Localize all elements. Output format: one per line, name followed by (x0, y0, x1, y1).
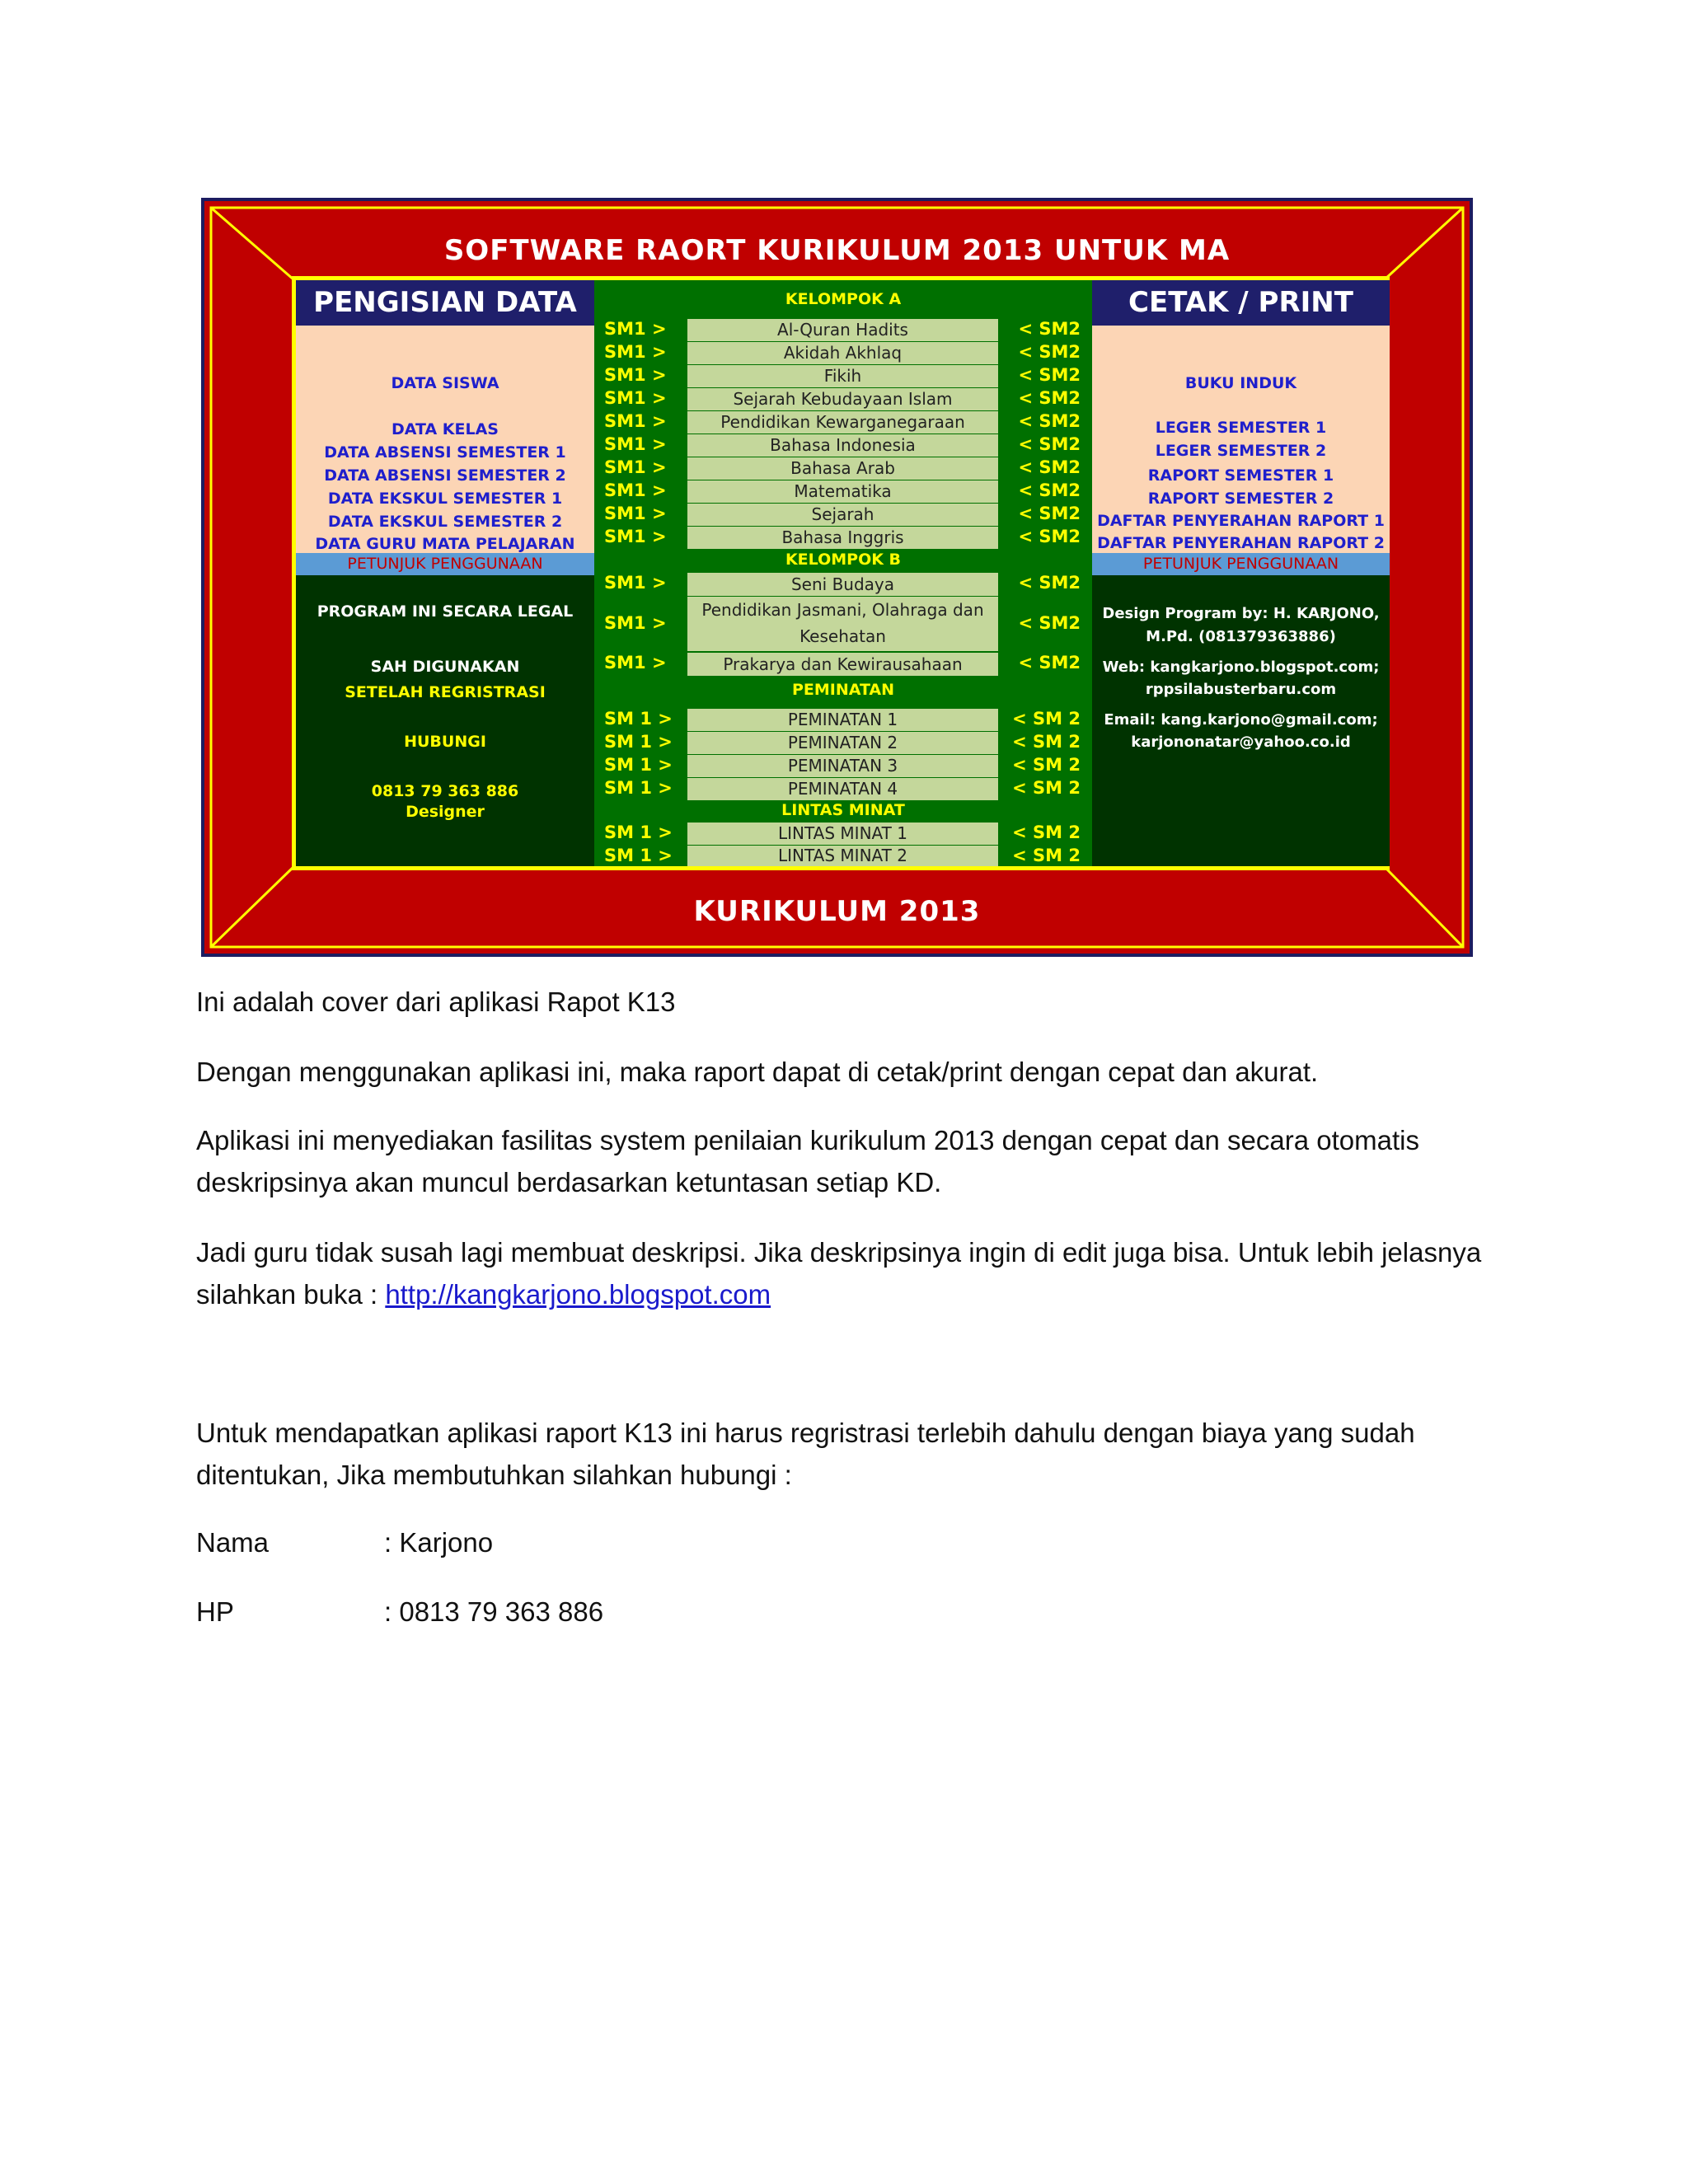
subject-label: Matematika (687, 480, 998, 503)
sm1-link[interactable]: SM1 > (604, 342, 667, 362)
sm1-link[interactable]: SM1 > (604, 434, 667, 454)
subject-row (594, 755, 1092, 777)
contact-name-row (196, 1527, 494, 1558)
petunjuk-left[interactable]: PETUNJUK PENGGUNAAN (296, 553, 594, 575)
subject-label: Bahasa Arab (687, 457, 998, 480)
contact-hp-row (196, 1596, 604, 1628)
sm2-link[interactable]: < SM2 (1018, 653, 1081, 673)
paragraph-4-text: Jadi guru tidak susah lagi membuat deskripsi. Jika deskripsinya ingin di edit juga bisa. Untuk lebih jelasnya silahkan buka : (196, 1237, 1482, 1310)
sm1-link[interactable]: SM1 > (604, 457, 667, 477)
subject-label: PEMINATAN 1 (687, 709, 998, 731)
sm2-link[interactable]: < SM 2 (1012, 732, 1081, 752)
paragraph-2: Dengan menggunakan aplikasi ini, maka raport dapat di cetak/print dengan cepat dan akurat. (196, 1057, 1319, 1087)
main-panel (292, 276, 1390, 870)
sm2-link[interactable]: < SM2 (1018, 365, 1081, 385)
subject-row (594, 573, 1092, 596)
sm1-link[interactable]: SM 1 > (604, 823, 673, 842)
sm1-link[interactable]: SM1 > (604, 388, 667, 408)
sm1-link[interactable]: SM 1 > (604, 709, 673, 729)
info-email-1: Email: kang.karjono@gmail.com; (1104, 711, 1378, 729)
subject-label: PEMINATAN 4 (687, 778, 998, 800)
subject-label: Bahasa Indonesia (687, 434, 998, 457)
note-legal: PROGRAM INI SECARA LEGAL (316, 602, 574, 621)
blog-link[interactable]: http://kangkarjono.blogspot.com (385, 1279, 771, 1310)
sm1-link[interactable]: SM1 > (604, 480, 667, 500)
subject-row (594, 504, 1092, 526)
menu-absensi-1[interactable]: DATA ABSENSI SEMESTER 1 (324, 443, 566, 462)
menu-raport-1[interactable]: RAPORT SEMESTER 1 (1147, 466, 1334, 485)
note-hubungi: HUBUNGI (404, 733, 486, 751)
info-design-2: M.Pd. (081379363886) (1146, 628, 1336, 645)
sm1-link[interactable]: SM1 > (604, 527, 667, 546)
subject-row (594, 319, 1092, 341)
sm2-link[interactable]: < SM2 (1018, 504, 1081, 523)
paragraph-4 (196, 1231, 1482, 1315)
menu-leger-2[interactable]: LEGER SEMESTER 2 (1155, 442, 1327, 460)
designer-info (1092, 575, 1390, 866)
paragraph-1: Ini adalah cover dari aplikasi Rapot K13 (196, 987, 676, 1017)
sm1-link[interactable]: SM1 > (604, 573, 667, 593)
subject-label: Seni Budaya (687, 573, 998, 596)
menu-absensi-2[interactable]: DATA ABSENSI SEMESTER 2 (324, 466, 566, 485)
menu-raport-2[interactable]: RAPORT SEMESTER 2 (1147, 490, 1334, 508)
sm1-link[interactable]: SM 1 > (604, 778, 673, 798)
subject-row (594, 342, 1092, 364)
subject-label: Sejarah (687, 504, 998, 526)
subject-row (594, 653, 1092, 676)
sm2-link[interactable]: < SM2 (1018, 434, 1081, 454)
menu-ekskul-1[interactable]: DATA EKSKUL SEMESTER 1 (327, 490, 563, 508)
sm2-link[interactable]: < SM2 (1018, 411, 1081, 431)
sm1-link[interactable]: SM1 > (604, 613, 667, 633)
subject-label: Bahasa Inggris (687, 527, 998, 549)
subject-label: Fikih (687, 365, 998, 387)
note-setelah: SETELAH REGRISTRASI (345, 683, 546, 701)
subject-row (594, 365, 1092, 387)
note-designer: Designer (406, 803, 485, 821)
section-lintas-minat: LINTAS MINAT (781, 801, 905, 819)
menu-data-siswa[interactable]: DATA SISWA (391, 374, 499, 392)
subject-label: Akidah Akhlaq (687, 342, 998, 364)
sm1-link[interactable]: SM1 > (604, 504, 667, 523)
sm2-link[interactable]: < SM2 (1018, 388, 1081, 408)
menu-penyerahan-1[interactable]: DAFTAR PENYERAHAN RAPORT 1 (1097, 512, 1385, 530)
subject-label: PEMINATAN 2 (687, 732, 998, 754)
note-phone: 0813 79 363 886 (371, 782, 519, 800)
subject-label: Pendidikan Jasmani, Olahraga dan Kesehatan (687, 597, 998, 651)
hp-value: : 0813 79 363 886 (384, 1596, 604, 1627)
subject-row (594, 480, 1092, 503)
sm1-link[interactable]: SM1 > (604, 411, 667, 431)
subject-row (594, 411, 1092, 434)
menu-ekskul-2[interactable]: DATA EKSKUL SEMESTER 2 (327, 513, 563, 531)
petunjuk-right[interactable]: PETUNJUK PENGGUNAAN (1092, 553, 1390, 575)
subject-label: LINTAS MINAT 1 (687, 823, 998, 845)
data-menu (296, 326, 594, 553)
subject-row (594, 823, 1092, 845)
subject-label: LINTAS MINAT 2 (687, 846, 998, 866)
subject-row (594, 846, 1092, 866)
nama-value: : Karjono (384, 1527, 494, 1558)
sm1-link[interactable]: SM 1 > (604, 755, 673, 775)
subject-row (594, 597, 1092, 651)
subject-label: PEMINATAN 3 (687, 755, 998, 777)
cover-footer: KURIKULUM 2013 (693, 895, 981, 928)
nama-label: Nama (196, 1527, 270, 1558)
menu-data-kelas[interactable]: DATA KELAS (391, 420, 499, 438)
subject-row (594, 457, 1092, 480)
subject-row (594, 709, 1092, 731)
subject-label: Sejarah Kebudayaan Islam (687, 388, 998, 410)
sm2-link[interactable]: < SM2 (1018, 480, 1081, 500)
section-kelompok-b: KELOMPOK B (785, 551, 902, 569)
menu-buku-induk[interactable]: BUKU INDUK (1184, 374, 1297, 392)
sm1-link[interactable]: SM1 > (604, 319, 667, 339)
subject-row (594, 732, 1092, 754)
subject-label: Al-Quran Hadits (687, 319, 998, 341)
paragraph-5: Untuk mendapatkan aplikasi raport K13 ini harus regristrasi terlebih dahulu dengan biaya yang sudah ditentukan, Jika membutuhkan silahkan hubungi : (196, 1418, 1415, 1490)
sm2-link[interactable]: < SM2 (1018, 527, 1081, 546)
info-email-2: karjononatar@yahoo.co.id (1131, 733, 1351, 751)
sm2-link[interactable]: < SM 2 (1012, 778, 1081, 798)
subject-label: Prakarya dan Kewirausahaan (687, 653, 998, 676)
sm1-link[interactable]: SM 1 > (604, 846, 673, 865)
cover-title: SOFTWARE RAORT KURIKULUM 2013 UNTUK MA (443, 234, 1231, 267)
menu-data-guru[interactable]: DATA GURU MATA PELAJARAN (315, 535, 575, 553)
info-web-1: Web: kangkarjono.blogspot.com; (1102, 658, 1380, 676)
hp-label: HP (196, 1596, 234, 1627)
sm2-link[interactable]: < SM2 (1018, 342, 1081, 362)
subject-row (594, 778, 1092, 800)
info-web-2: rppsilabusterbaru.com (1145, 681, 1337, 698)
subject-list (594, 280, 1092, 866)
sm2-link[interactable]: < SM2 (1018, 573, 1081, 593)
sm2-link[interactable]: < SM 2 (1012, 823, 1081, 842)
subject-row (594, 434, 1092, 457)
pengisian-data-header: PENGISIAN DATA (296, 280, 594, 326)
section-peminatan: PEMINATAN (791, 681, 895, 699)
subject-label: Pendidikan Kewarganegaraan (687, 411, 998, 434)
cover-image (201, 198, 1473, 957)
print-menu (1092, 326, 1390, 553)
right-panel (1092, 280, 1390, 866)
sm2-link[interactable]: < SM 2 (1012, 709, 1081, 729)
subject-row (594, 388, 1092, 410)
subject-row (594, 527, 1092, 549)
sm1-link[interactable]: SM1 > (604, 365, 667, 385)
sm2-link[interactable]: < SM 2 (1012, 755, 1081, 775)
info-design-1: Design Program by: H. KARJONO, (1102, 605, 1380, 622)
cetak-print-header: CETAK / PRINT (1092, 280, 1390, 326)
left-panel (296, 280, 594, 866)
note-sah: SAH DIGUNAKAN (370, 658, 520, 676)
legal-notes (296, 575, 594, 866)
paragraph-3: Aplikasi ini menyediakan fasilitas system penilaian kurikulum 2013 dengan cepat dan secara otomatis deskripsinya akan muncul berdasarkan ketuntasan setiap KD. (196, 1125, 1419, 1197)
section-kelompok-a: KELOMPOK A (785, 290, 902, 308)
sm2-link[interactable]: < SM2 (1018, 319, 1081, 339)
menu-penyerahan-2[interactable]: DAFTAR PENYERAHAN RAPORT 2 (1097, 534, 1385, 552)
sm2-link[interactable]: < SM2 (1018, 457, 1081, 477)
sm2-link[interactable]: < SM2 (1018, 613, 1081, 633)
sm1-link[interactable]: SM 1 > (604, 732, 673, 752)
sm1-link[interactable]: SM1 > (604, 653, 667, 673)
menu-leger-1[interactable]: LEGER SEMESTER 1 (1155, 419, 1327, 437)
sm2-link[interactable]: < SM 2 (1012, 846, 1081, 865)
